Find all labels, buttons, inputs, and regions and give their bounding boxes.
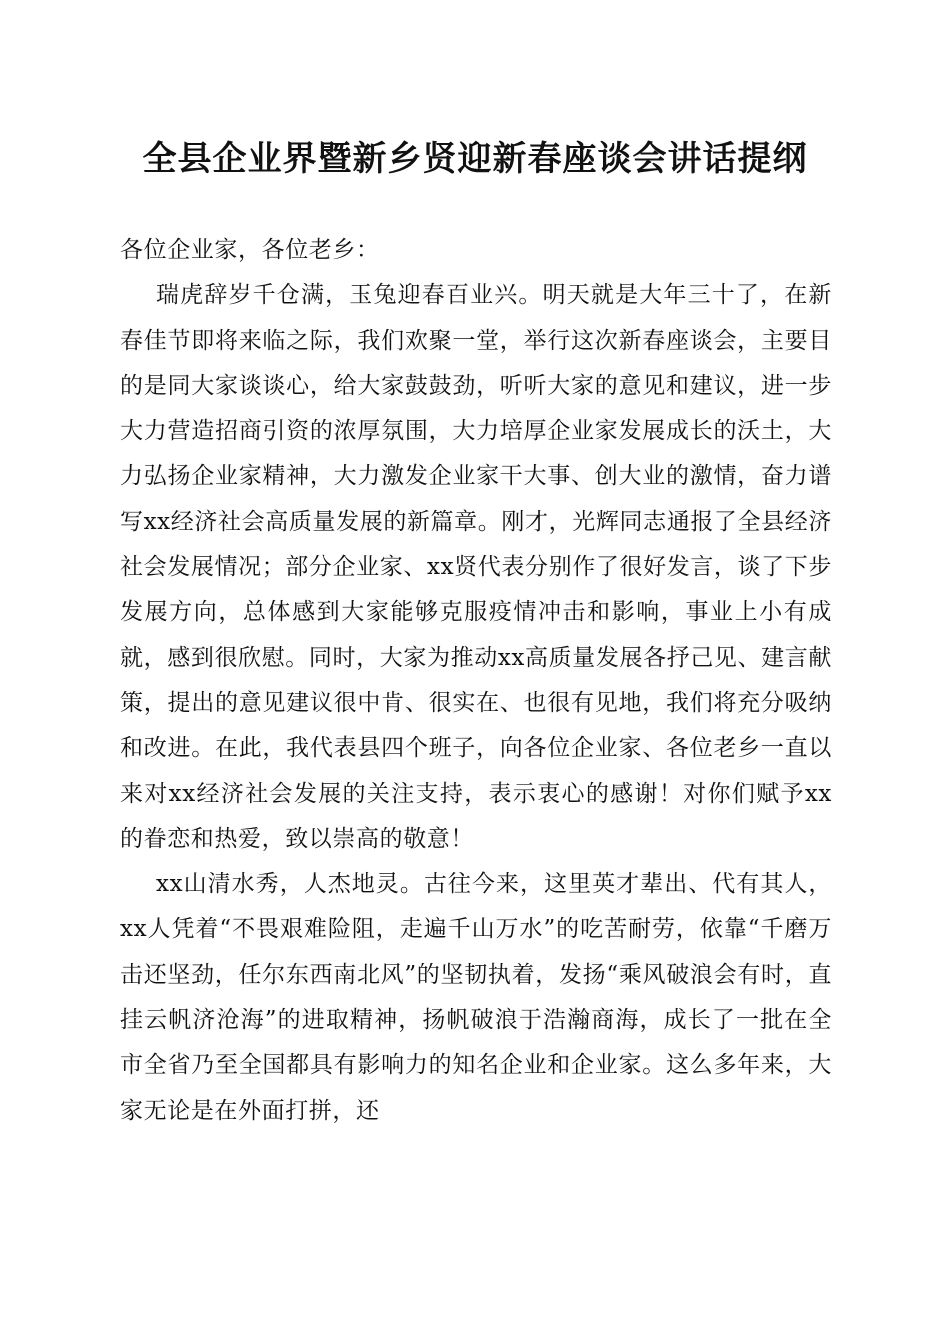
salutation: 各位企业家，各位老乡：	[120, 237, 380, 263]
paragraph-opening: 瑞虎辞岁千仓满，玉兔迎春百业兴。明天就是大年三十了，在新春佳节即将来临之际，我们欢聚一堂，举行这次新春座谈会，主要目的是同大家谈谈心，给大家鼓鼓劲，听听大家的意见和建议，进一步大力营造招商引资的浓厚氛围，大力培厚企业家发展成长的沃土，大力弘扬企业家精神，大力激发企业家干大事、创大业的激情，奋力谱写xx经济社会高质量发展的新篇章。刚才，光辉同志通报了全县经济社会发展情况；部分企业家、xx贤代表分别作了很好发言，谈了下步发展方向，总体感到大家能够克服疫情冲击和影响，事业上小有成就，感到很欣慰。同时，大家为推动xx高质量发展各抒己见、建言献策，提出的意见建议很中肯、很实在、也很有见地，我们将充分吸纳和改进。在此，我代表县四个班子，向各位企业家、各位老乡一直以来对xx经济社会发展的关注支持，表示衷心的感谢！对你们赋予xx的眷恋和热爱，致以崇高的敬意！	[120, 282, 832, 852]
document-body	[120, 228, 832, 1134]
paragraph-hometown: xx山清水秀，人杰地灵。古往今来，这里英才辈出、代有其人，xx人凭着“不畏艰难险阻，走遍千山万水”的吃苦耐劳，依靠“千磨万击还坚劲，任尔东西南北风”的坚韧执着，发扬“乘风破浪会有时，直挂云帆济沧海”的进取精神，扬帆破浪于浩瀚商海，成长了一批在全市全省乃至全国都具有影响力的知名企业和企业家。这么多年来，大家无论是在外面打拼，还	[120, 871, 832, 1124]
document-title: 全县企业界暨新乡贤迎新春座谈会讲话提纲	[142, 139, 808, 179]
